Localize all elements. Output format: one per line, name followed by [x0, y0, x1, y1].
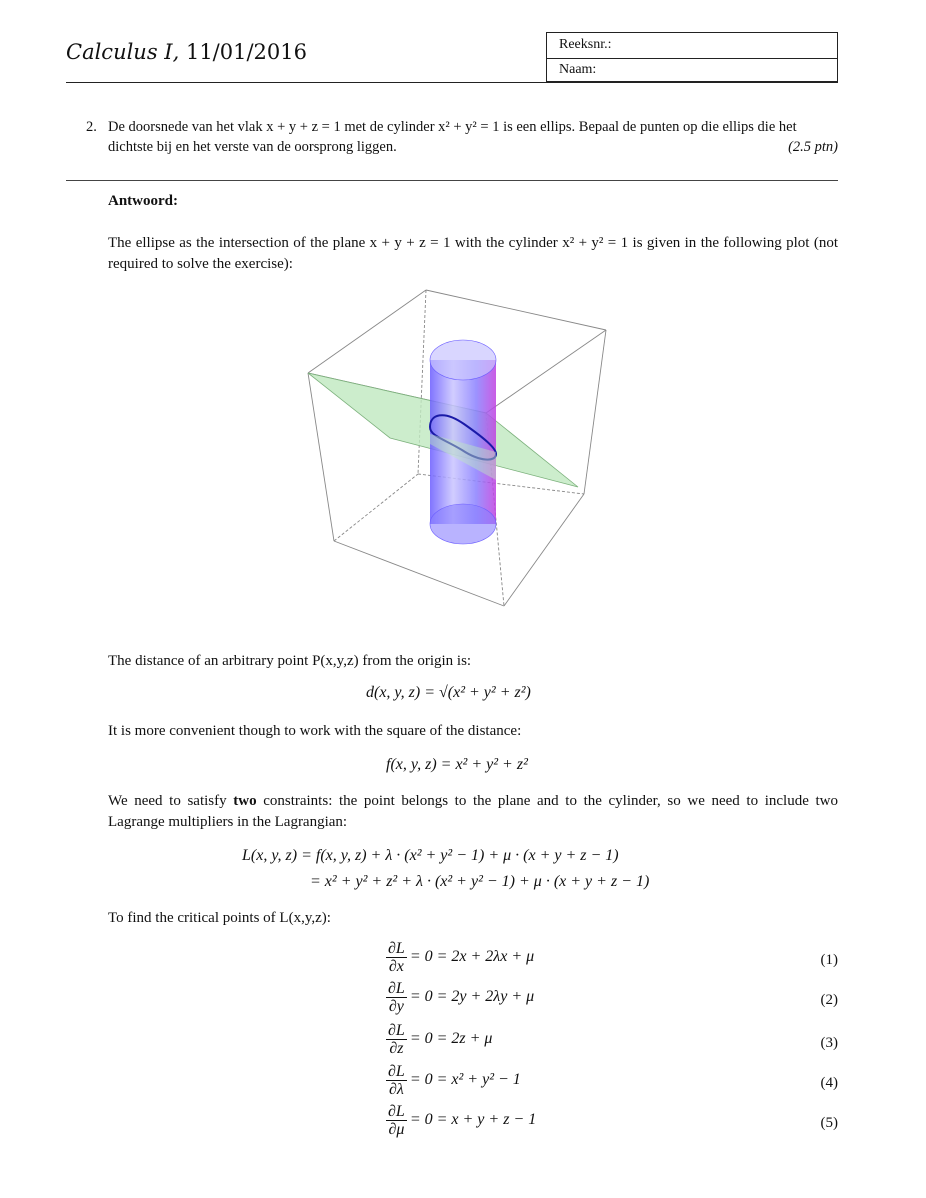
- cylinder-top: [430, 340, 496, 380]
- question: [86, 117, 838, 157]
- eq-denominator: ∂λ: [388, 1081, 404, 1098]
- equation-row: [386, 980, 534, 1015]
- eq-numerator: ∂L: [388, 1103, 405, 1120]
- course-name: Calculus I,: [66, 40, 180, 64]
- constraints-bold: two: [233, 793, 257, 809]
- equation-number: (4): [820, 1075, 838, 1091]
- equation-number: (5): [820, 1115, 838, 1131]
- eq-numerator: ∂L: [388, 980, 405, 997]
- exam-date: 11/01/2016: [185, 40, 307, 64]
- eq-denominator: ∂x: [388, 958, 404, 975]
- eq-rhs: = 0 = 2y + 2λy + μ: [409, 988, 535, 1006]
- question-points: (2.5 ptn): [788, 139, 838, 155]
- lagrangian-line-1: L(x, y, z) = f(x, y, z) + λ · (x² + y² − 1) + μ · (x + y + z − 1): [242, 847, 619, 864]
- distance-text: The distance of an arbitrary point P(x,y,z) from the origin is:: [108, 653, 472, 669]
- eq-rhs: = 0 = x + y + z − 1: [409, 1111, 537, 1129]
- answer-heading: Antwoord:: [108, 193, 178, 209]
- constraints-text-2: constraints: the point belongs to the plane and to the cylinder, so we need to include two Lagrange multipliers in the Lagrangian:: [108, 793, 838, 830]
- question-text: De doorsnede van het vlak x + y + z = 1 met de cylinder x² + y² = 1 is een ellips. Bepaal de punten op die ellips die het dichtste bij en het verste van de oorsprong liggen.: [108, 119, 797, 155]
- eq-rhs: = 0 = 2z + μ: [409, 1030, 493, 1048]
- header-rule: [66, 82, 838, 83]
- reeksnr-label: Reeksnr.:: [559, 37, 612, 52]
- section-divider: [66, 180, 838, 181]
- naam-label: Naam:: [559, 62, 597, 77]
- intro-paragraph: The ellipse as the intersection of the plane x + y + z = 1 with the cylinder x² + y² = 1 is given in the following plot (not required to solve the exercise):: [108, 235, 838, 272]
- square-text: It is more convenient though to work with the square of the distance:: [108, 723, 522, 739]
- equation-row: [386, 940, 534, 975]
- eq-rhs: = 0 = 2x + 2λx + μ: [409, 948, 535, 966]
- equation-number: (3): [820, 1035, 838, 1051]
- cylinder-bottom: [430, 504, 496, 544]
- equation-row: [386, 1022, 492, 1057]
- page-title: [66, 40, 307, 64]
- constraints-paragraph: [108, 791, 838, 833]
- identification-divider: [547, 58, 837, 59]
- question-number: 2.: [86, 119, 97, 135]
- equation-number: (2): [820, 992, 838, 1008]
- eq-numerator: ∂L: [388, 1022, 405, 1039]
- critical-points-text: To find the critical points of L(x,y,z):: [108, 910, 331, 926]
- distance-equation: d(x, y, z) = √(x² + y² + z²): [366, 684, 531, 701]
- equation-number: (1): [820, 952, 838, 968]
- equation-row: [386, 1103, 536, 1138]
- equation-row: [386, 1063, 521, 1098]
- constraints-text-1: We need to satisfy: [108, 793, 227, 809]
- eq-denominator: ∂μ: [388, 1121, 405, 1138]
- eq-denominator: ∂z: [389, 1040, 404, 1057]
- ellipse-plot-figure: [296, 284, 616, 614]
- square-equation: f(x, y, z) = x² + y² + z²: [386, 756, 528, 773]
- eq-rhs: = 0 = x² + y² − 1: [409, 1071, 521, 1089]
- eq-denominator: ∂y: [388, 998, 404, 1015]
- lagrangian-line-2: = x² + y² + z² + λ · (x² + y² − 1) + μ · (x + y + z − 1): [310, 873, 650, 890]
- eq-numerator: ∂L: [388, 1063, 405, 1080]
- identification-box: [546, 32, 838, 82]
- eq-numerator: ∂L: [388, 940, 405, 957]
